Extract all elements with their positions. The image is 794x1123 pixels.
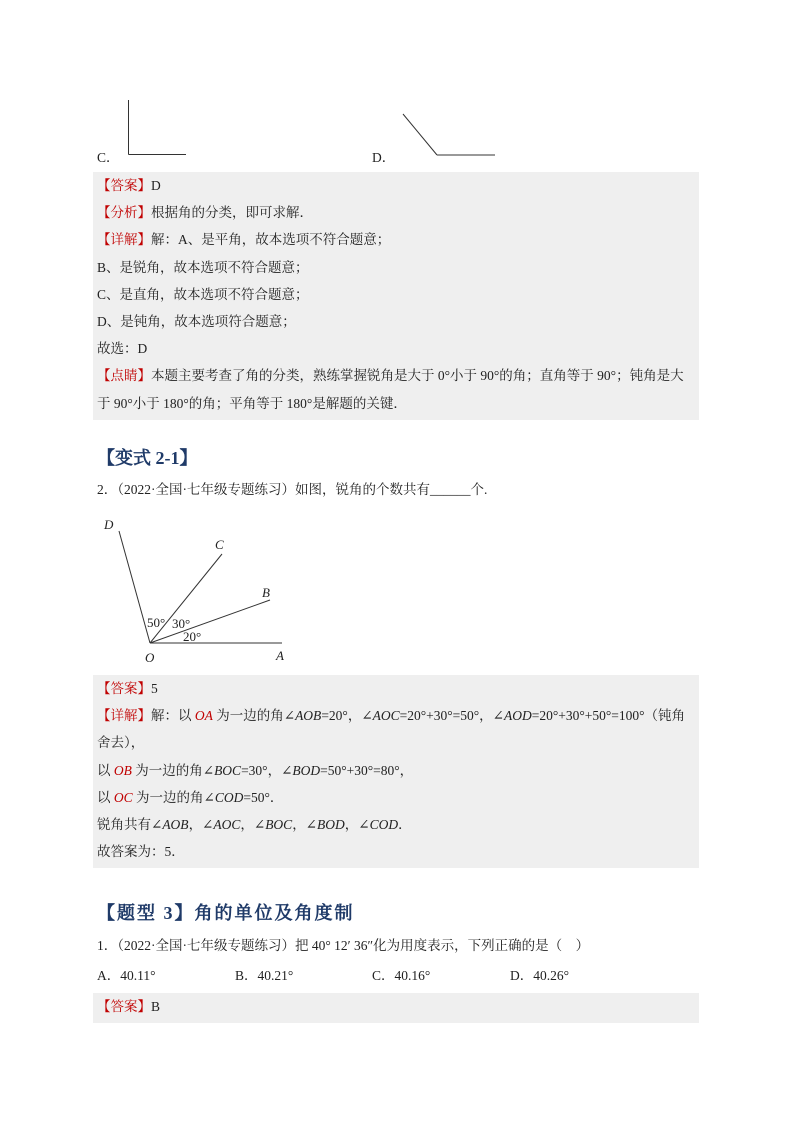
- angle-name: COD: [369, 816, 399, 832]
- angle-label-cob: 30°: [172, 616, 191, 631]
- text-segment: =20°，∠: [321, 708, 373, 724]
- solution-box: [93, 675, 699, 868]
- angle-label-doc: 50°: [147, 615, 166, 630]
- answer-label: 【答案】: [97, 178, 151, 193]
- text-segment: =50°+30°=80°，: [320, 762, 414, 778]
- comment-text: 本题主要考查了角的分类，熟练掌握锐角是大于 0°小于 90°的角；直角等于 90°；钝角是大: [151, 368, 684, 384]
- detail-line: [97, 226, 695, 253]
- answer-blank: ______: [430, 482, 471, 497]
- angle-name: BOD: [292, 762, 321, 778]
- text-segment: 为一边的角∠: [212, 708, 296, 724]
- text-segment: ．: [398, 816, 412, 832]
- section-heading: 【题型 3】角的单位及角度制: [97, 903, 355, 923]
- text-segment: =30°，∠: [241, 762, 293, 778]
- text-segment: ，∠: [292, 816, 317, 832]
- option-d-label: D．: [372, 150, 396, 165]
- option-b: B．40.21°: [235, 968, 294, 983]
- detail-line: [97, 702, 695, 729]
- detail-text: 故选：D: [97, 341, 148, 357]
- option-c-figure: [129, 100, 187, 155]
- comment-line: [97, 362, 695, 389]
- text-segment: 以: [97, 762, 114, 778]
- answer-line: [97, 675, 695, 702]
- text-segment: 为一边的角∠: [132, 789, 215, 805]
- option-d-slanted-ray: [403, 114, 437, 155]
- detail-text: D、是钝角，故本选项符合题意；: [97, 313, 296, 329]
- angle-name: BOC: [214, 762, 242, 778]
- ray-name: OB: [113, 762, 132, 778]
- angle-label-boa: 20°: [183, 629, 202, 644]
- detail-line: [97, 335, 695, 362]
- point-label-a: A: [276, 648, 284, 663]
- point-label-d: D: [104, 517, 114, 532]
- text-segment: =20°+30°=50°，∠: [399, 708, 504, 724]
- angle-name: BOD: [317, 816, 345, 832]
- point-label-c: C: [215, 537, 224, 552]
- question-2-text: 2．（2022·全国·七年级专题练习）如图，锐角的个数共有: [97, 482, 430, 497]
- option-a: A．40.11°: [97, 968, 156, 983]
- angle-name: AOC: [213, 816, 241, 832]
- conclusion-line: [97, 838, 695, 865]
- text-segment: 舍去），: [97, 735, 145, 751]
- answer-line: [97, 993, 695, 1020]
- solution-box: [93, 993, 699, 1023]
- detail-label: 【详解】: [97, 708, 151, 724]
- text-segment: 锐角共有∠: [97, 816, 163, 832]
- detail-text: C、是直角，故本选项不符合题意；: [97, 286, 309, 302]
- detail-line: [97, 729, 695, 756]
- detail-label: 【详解】: [97, 232, 151, 248]
- comment-label: 【点睛】: [97, 368, 151, 384]
- solution-box: [93, 172, 699, 420]
- ray-name: OC: [113, 789, 133, 805]
- answer-label: 【答案】: [97, 681, 151, 696]
- question-1-stem: [97, 937, 589, 955]
- answer-value: B: [151, 999, 161, 1014]
- ray-od: [119, 531, 150, 643]
- comment-text: 于 90°小于 180°的角；平角等于 180°是解题的关键．: [97, 395, 407, 411]
- option-d: D．40.26°: [510, 968, 570, 983]
- question-1-text: 1．（2022·全国·七年级专题练习）把 40° 12′ 36″化为用度表示，下列正确的是（ ）: [97, 938, 590, 953]
- option-d-figure: [403, 114, 495, 155]
- text-segment: ，∠: [344, 816, 370, 832]
- text-segment: ，∠: [240, 816, 266, 832]
- analysis-text: 根据角的分类，即可求解．: [151, 205, 313, 221]
- text-segment: 解：以: [151, 708, 195, 724]
- option-c-label: C．: [97, 150, 120, 165]
- comment-line: [97, 390, 695, 417]
- question-2-text-end: 个.: [470, 482, 488, 497]
- text-segment: 故答案为：5．: [97, 844, 185, 860]
- text-segment: ，∠: [188, 816, 214, 832]
- text-segment: 为一边的角∠: [131, 762, 215, 778]
- angle-name: AOB: [162, 816, 189, 832]
- analysis-line: [97, 199, 695, 226]
- point-label-b: B: [262, 585, 270, 600]
- point-label-o: O: [145, 650, 155, 665]
- angle-name: AOB: [295, 708, 322, 724]
- answer-value: D: [151, 178, 161, 193]
- text-segment: =20°+30°+50°=100°（钝角: [531, 708, 686, 724]
- answer-label: 【答案】: [97, 999, 151, 1014]
- answer-value: 5: [151, 681, 158, 696]
- ray-name: OA: [194, 708, 213, 724]
- detail-line: [97, 308, 695, 335]
- answer-line: [97, 172, 695, 199]
- text-segment: 以: [97, 789, 114, 805]
- detail-line: [97, 254, 695, 281]
- detail-line: [97, 811, 695, 838]
- analysis-label: 【分析】: [97, 205, 151, 221]
- question-2-stem: [97, 481, 487, 499]
- detail-text: B、是锐角，故本选项不符合题意；: [97, 259, 309, 275]
- text-segment: =50°．: [243, 789, 284, 805]
- detail-line: [97, 281, 695, 308]
- detail-line: [97, 784, 695, 811]
- detail-text: 解：A、是平角，故本选项不符合题意；: [151, 232, 391, 248]
- angle-figure: [95, 515, 295, 667]
- angle-name: AOD: [504, 708, 532, 724]
- angle-name: BOC: [265, 816, 293, 832]
- detail-line: [97, 757, 695, 784]
- angle-name: COD: [214, 789, 244, 805]
- angle-name: AOC: [372, 708, 400, 724]
- option-c: C．40.16°: [372, 968, 431, 983]
- variant-heading: 【变式 2-1】: [97, 448, 198, 468]
- options-cd-figures: [0, 90, 520, 165]
